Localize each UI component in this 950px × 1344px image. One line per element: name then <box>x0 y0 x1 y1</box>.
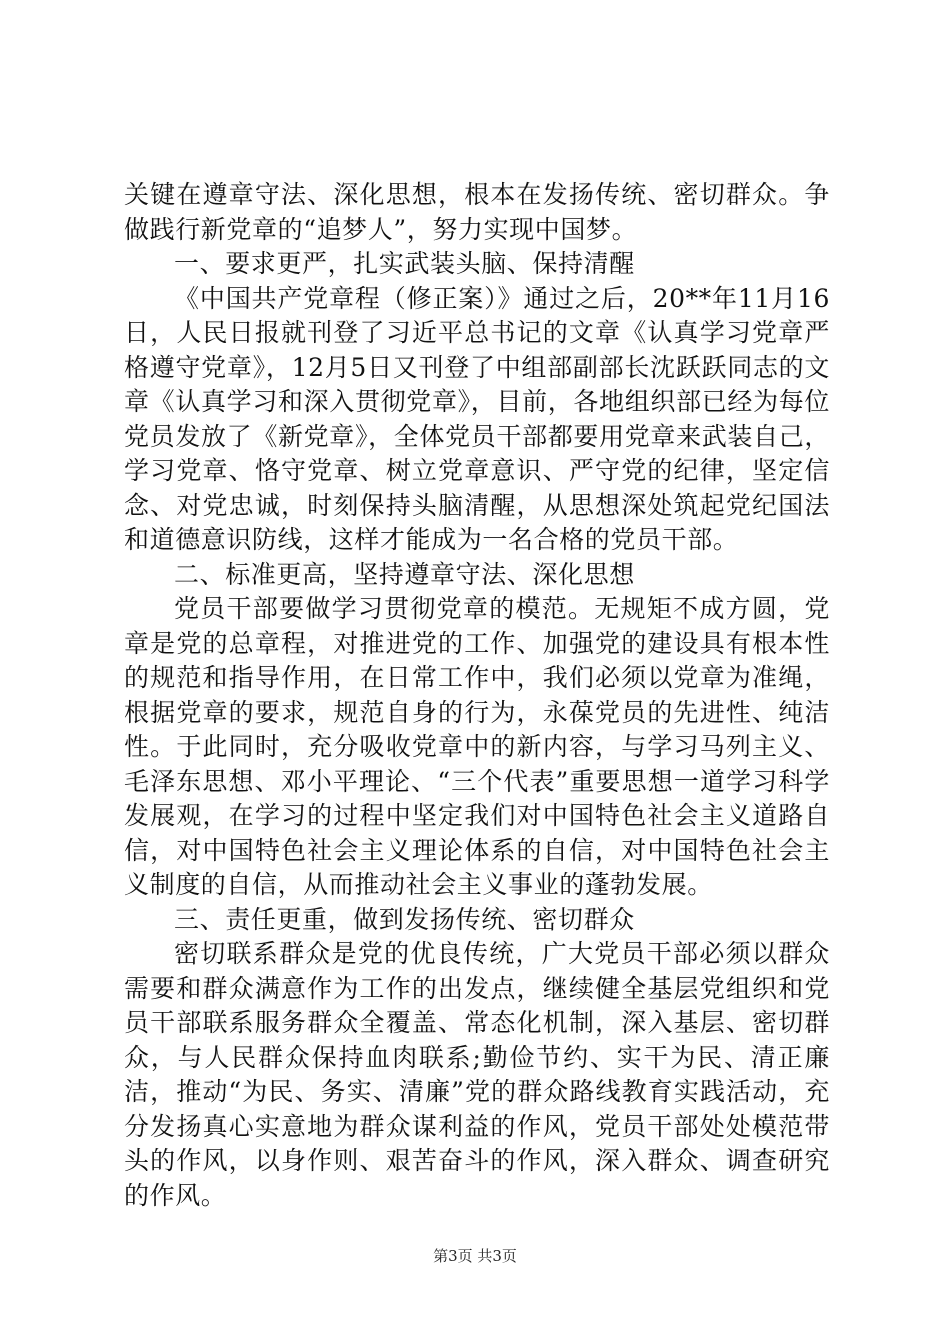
document-body <box>124 178 830 1213</box>
paragraph-section-2: 党员干部要做学习贯彻党章的模范。无规矩不成方圆，党章是党的总章程，对推进党的工作、加强党的建设具有根本性的规范和指导作用，在日常工作中，我们必须以党章为准绳，根据党章的要求，规范自身的行为，永葆党员的先进性、纯洁性。于此同时，充分吸收党章中的新内容，与学习马列主义、毛泽东思想、邓小平理论、“三个代表”重要思想一道学习科学发展观，在学习的过程中坚定我们对中国特色社会主义道路自信，对中国特色社会主义理论体系的自信，对中国特色社会主义制度的自信，从而推动社会主义事业的蓬勃发展。 <box>124 594 830 899</box>
paragraph-section-1: 《中国共产党章程（修正案）》通过之后，20**年11月16日，人民日报就刊登了习近平总书记的文章《认真学习党章严格遵守党章》，12月5日又刊登了中组部副部长沈跃跃同志的文章《认真学习和深入贯彻党章》，目前，各地组织部已经为每位党员发放了《新党章》，全体党员干部都要用党章来武装自己，学习党章、恪守党章、树立党章意识、严守党的纪律，坚定信念、对党忠诚，时刻保持头脑清醒，从思想深处筑起党纪国法和道德意识防线，这样才能成为一名合格的党员干部。 <box>124 283 830 554</box>
section-heading-3: 三、责任更重，做到发扬传统、密切群众 <box>174 904 635 934</box>
paragraph-section-3: 密切联系群众是党的优良传统，广大党员干部必须以群众需要和群众满意作为工作的出发点，继续健全基层党组织和党员干部联系服务群众全覆盖、常态化机制，深入基层、密切群众，与人民群众保持血肉联系;勤俭节约、实干为民、清正廉洁，推动“为民、务实、清廉”党的群众路线教育实践活动，充分发扬真心实意地为群众谋利益的作风，党员干部处处模范带头的作风，以身作则、艰苦奋斗的作风，深入群众、调查研究的作风。 <box>124 939 830 1210</box>
page-number-footer: 第3页 共3页 <box>433 1247 517 1265</box>
section-heading-1: 一、要求更严，扎实武装头脑、保持清醒 <box>174 249 635 278</box>
section-heading-2: 二、标准更高，坚持遵章守法、深化思想 <box>174 559 635 589</box>
paragraph-continuation: 关键在遵章守法、深化思想，根本在发扬传统、密切群众。争做践行新党章的“追梦人”，努力实现中国梦。 <box>124 180 830 244</box>
